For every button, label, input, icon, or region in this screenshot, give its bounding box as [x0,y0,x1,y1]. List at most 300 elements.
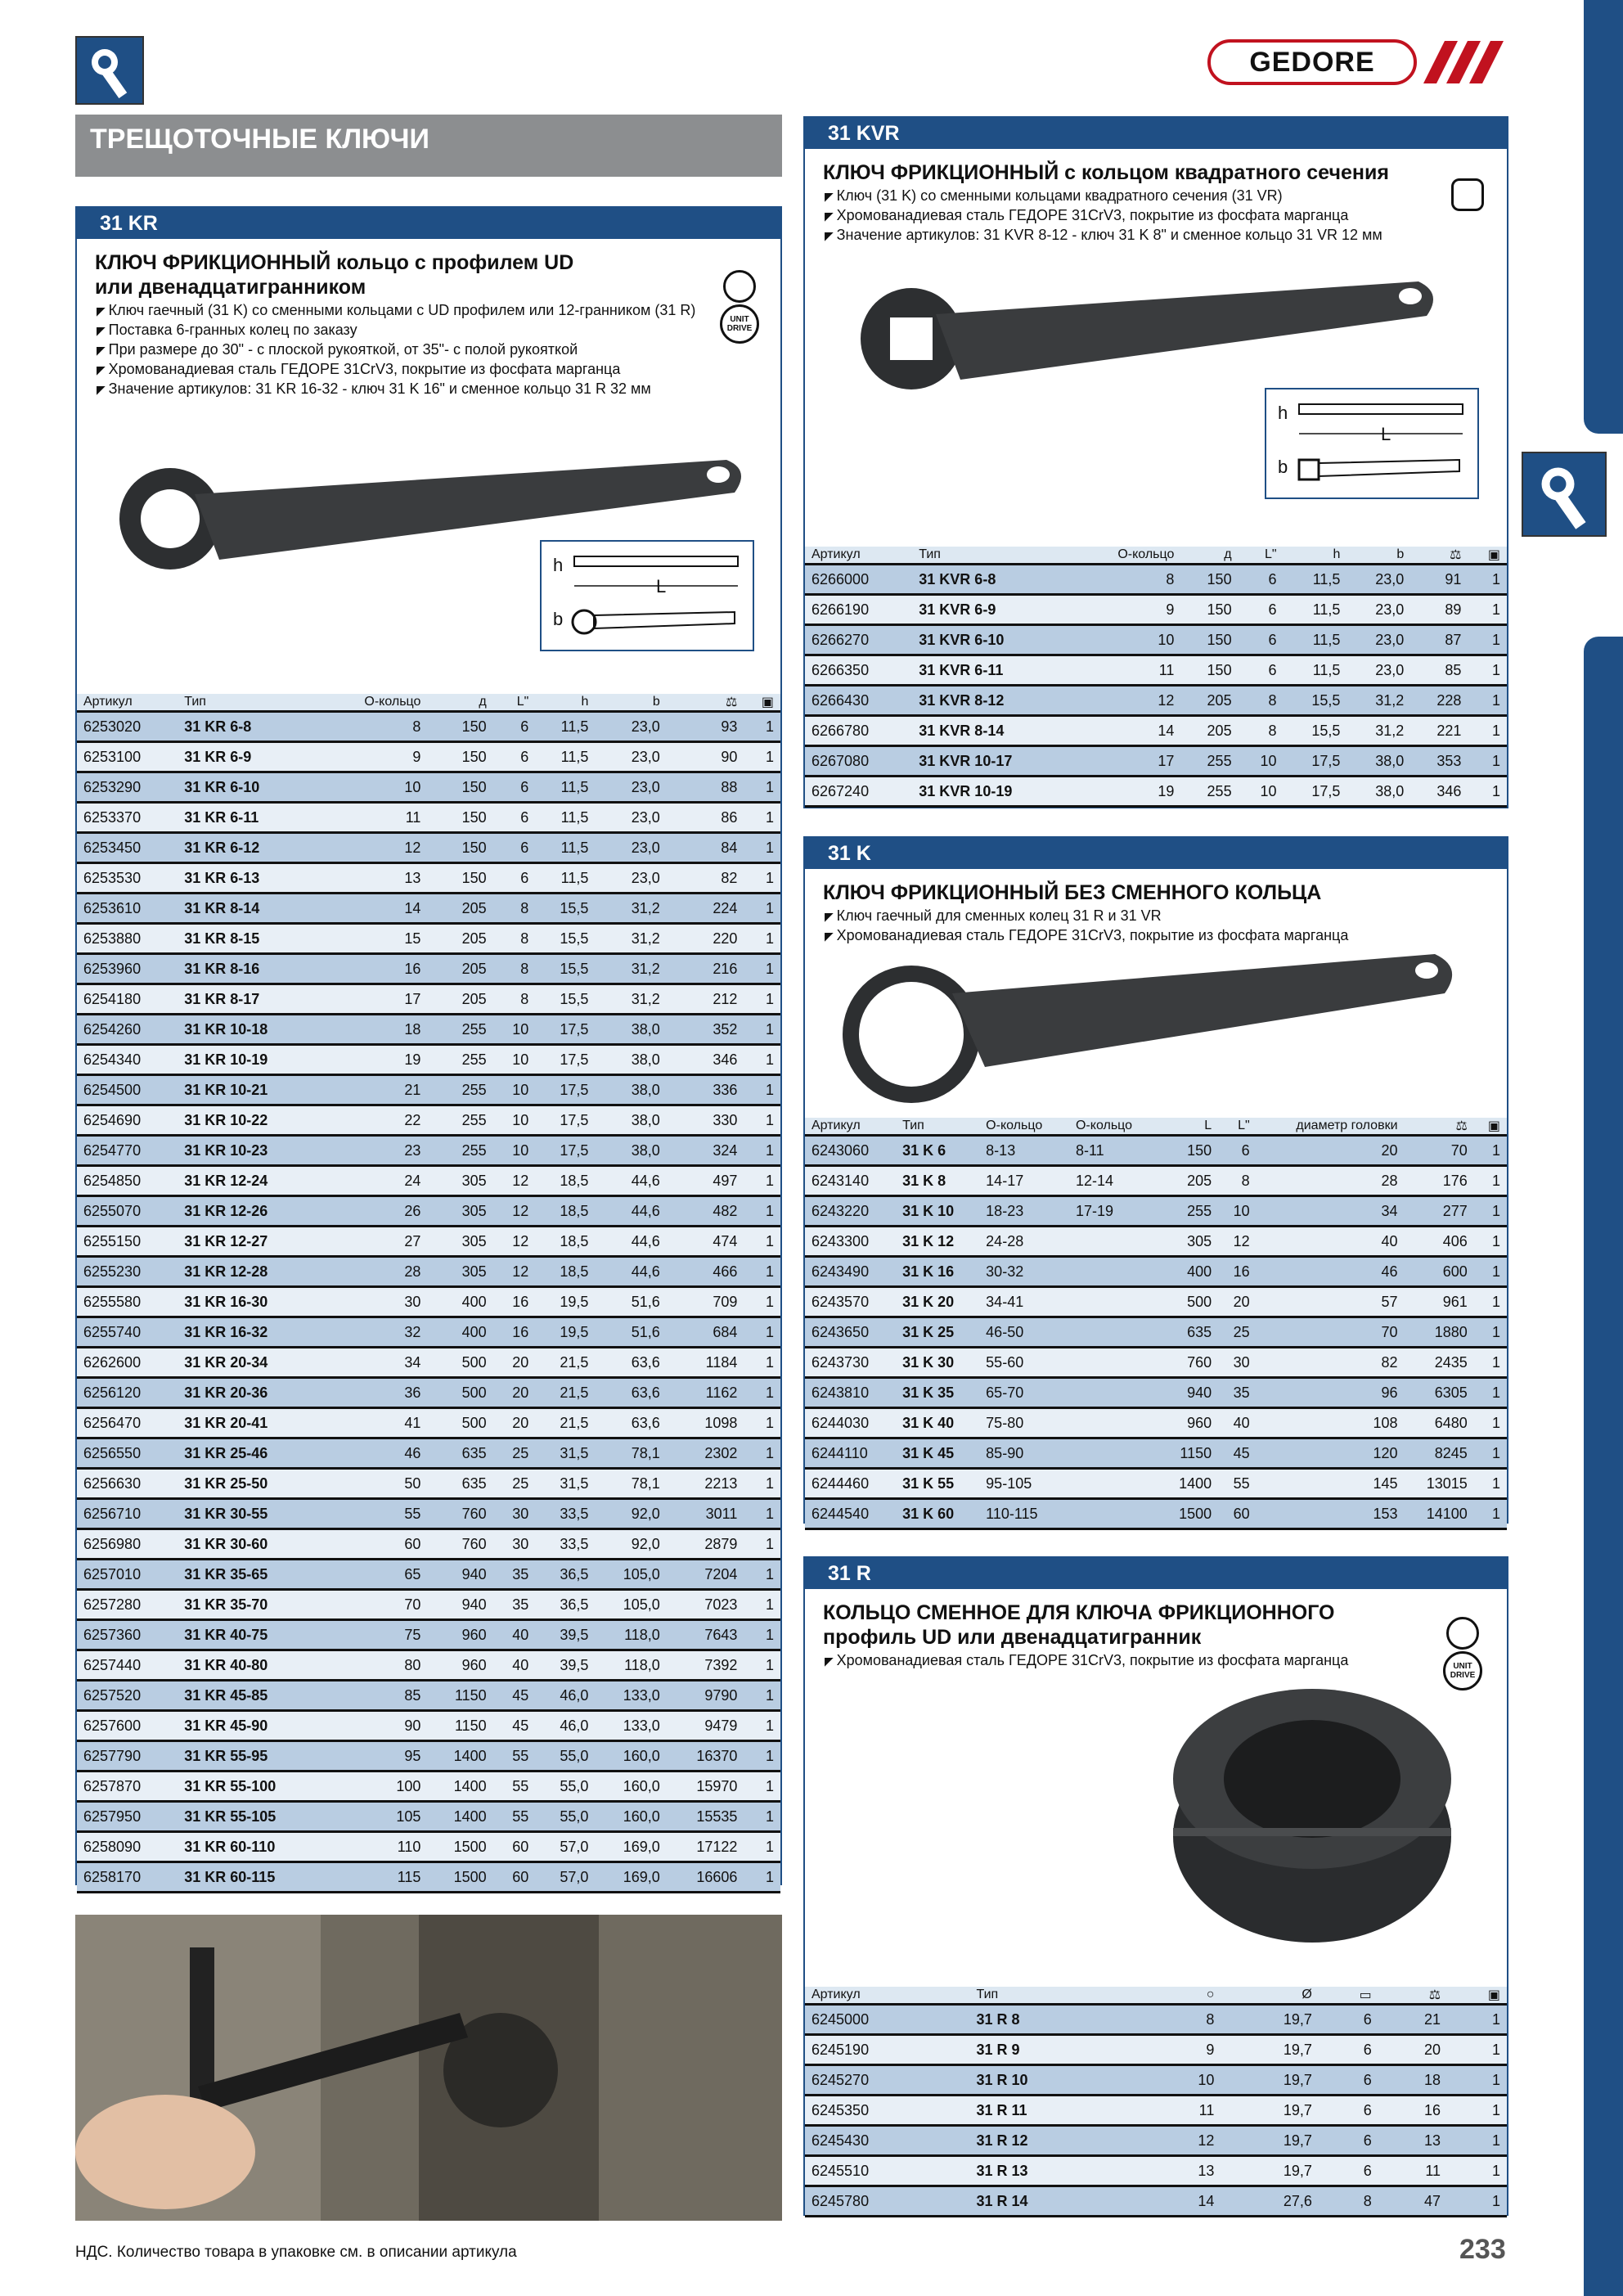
table-cell: 8 [493,984,536,1015]
table-cell: 6480 [1405,1408,1474,1438]
table-cell: 1 [744,984,780,1015]
table-cell: 14 [1152,2186,1221,2217]
table-row [77,1166,780,1196]
table-cell: 105,0 [595,1560,666,1590]
col-b: b [1347,547,1410,565]
bullet-item: ◤ Ключ (31 K) со сменными кольцами квадратного сечения (31 VR) [825,187,1507,206]
table-cell: 30 [493,1499,536,1529]
table-cell: 255 [1180,746,1238,777]
table-cell: 6 [493,803,536,833]
table-cell: 1 [744,1529,780,1560]
unit-drive-icon [720,304,759,344]
table-cell: 220 [667,924,744,954]
table-row [77,984,780,1015]
table-cell: 500 [427,1378,492,1408]
table-cell: 150 [1159,1136,1218,1166]
table-cell: 31 K 60 [896,1499,979,1529]
table-cell: 760 [427,1529,492,1560]
table-cell: 21,5 [535,1378,595,1408]
table-cell: 6245000 [805,2005,970,2035]
table-cell: 6257790 [77,1741,178,1772]
table-cell: 9790 [667,1681,744,1711]
table-cell: 6254770 [77,1136,178,1166]
table-cell: 6 [1218,1136,1257,1166]
table-cell: 1162 [667,1378,744,1408]
table-cell: 21 [328,1075,428,1105]
brand-name: GEDORE [1249,46,1375,78]
table-cell: 6257440 [77,1650,178,1681]
table-cell: 12 [493,1257,536,1287]
table-cell: 31 R 13 [970,2156,1122,2186]
table-cell: 2213 [667,1469,744,1499]
table-cell: 19,7 [1221,2126,1319,2156]
table-cell: 6243300 [805,1227,896,1257]
dim-h-label: h [553,555,564,575]
table-row [77,1287,780,1317]
table-cell: 6255740 [77,1317,178,1348]
table-cell: 63,6 [595,1348,666,1378]
table-cell: 8 [328,712,428,742]
table-cell: 160,0 [595,1741,666,1772]
bullet-list [825,907,1507,946]
table-row [77,1862,780,1893]
badge-unit: UNIT [730,315,749,324]
table-cell: 6255230 [77,1257,178,1287]
table-cell: 45 [493,1711,536,1741]
table-cell: 150 [1180,565,1238,595]
table-cell: 46,0 [535,1711,595,1741]
table-cell: 6257600 [77,1711,178,1741]
table-cell: 1 [1474,1257,1507,1287]
table-cell: 80 [328,1650,428,1681]
table-cell: 6257010 [77,1560,178,1590]
table-row [77,1136,780,1166]
section-title-line1: КОЛЬЦО СМЕННОЕ ДЛЯ КЛЮЧА ФРИКЦИОННОГО [823,1601,1335,1624]
table-cell: 90 [667,742,744,772]
table-cell: 19,7 [1221,2065,1319,2096]
table-cell: 39,5 [535,1620,595,1650]
table-cell: 205 [427,924,492,954]
table-cell [1069,1348,1159,1378]
table-cell: 6243570 [805,1287,896,1317]
table-cell: 635 [1159,1317,1218,1348]
table-row [77,924,780,954]
table-cell: 9 [1152,2035,1221,2065]
table-cell: 31 K 35 [896,1378,979,1408]
table-cell: 31,5 [535,1438,595,1469]
table-cell: 85 [1410,655,1468,686]
table-cell: 6 [493,742,536,772]
table-cell: 153 [1257,1499,1405,1529]
dimension-diagram [1265,388,1479,499]
table-cell: 23,0 [1347,625,1410,655]
bullet-item: ◤ Ключ гаечный для сменных колец 31 R и 31 VR [825,907,1507,926]
table-row [77,1015,780,1045]
table-cell: 169,0 [595,1862,666,1893]
table-cell: 474 [667,1227,744,1257]
col-article: Артикул [805,1987,970,2005]
col-ring: О-кольцо [1075,547,1181,565]
table-cell: 6253370 [77,803,178,833]
table-cell: 12 [1075,686,1181,716]
table-cell: 31,2 [1347,686,1410,716]
table-cell: 50 [328,1469,428,1499]
table-cell: 21 [1378,2005,1447,2035]
table-cell: 255 [1180,777,1238,807]
bullet-list [97,301,780,399]
table-cell: 57,0 [535,1832,595,1862]
table-cell: 31 K 8 [896,1166,979,1196]
twelve-point-ring-icon [1446,1617,1479,1650]
table-cell: 31 R 11 [970,2096,1122,2126]
table-cell: 1 [1474,1136,1507,1166]
table-cell: 31 KR 6-8 [178,712,327,742]
table-cell: 60 [493,1862,536,1893]
table-cell: 1 [744,1257,780,1287]
table-cell: 17,5 [535,1045,595,1075]
col-diameter: Ø [1221,1987,1319,2005]
table-cell: 17,5 [1284,777,1347,807]
table-cell: 13 [1152,2156,1221,2186]
table-cell: 1 [744,1560,780,1590]
table-cell: 6243140 [805,1166,896,1196]
bullet-item: ◤ Значение артикулов: 31 KR 16-32 - ключ 31 K 16" и сменное кольцо 31 R 32 мм [97,380,780,399]
footer-note: НДС. Количество товара в упаковке см. в описании артикула [75,2244,517,2261]
table-cell: 10 [493,1045,536,1075]
ratchet-wrench-icon [75,36,144,105]
table-cell: 760 [1159,1348,1218,1378]
table-cell: 150 [1180,595,1238,625]
table-cell: 19,7 [1221,2156,1319,2186]
table-cell: 11 [1378,2156,1447,2186]
table-cell: 96 [1257,1378,1405,1408]
table-cell: 6256710 [77,1499,178,1529]
table-cell: 255 [427,1105,492,1136]
table-cell: 1 [1447,2156,1507,2186]
col-type: Тип [912,547,1074,565]
table-cell: 75 [328,1620,428,1650]
section-code: 31 KVR [805,118,1507,149]
table-cell: 65-70 [979,1378,1069,1408]
col-pack-icon: ▣ [1447,1987,1507,2005]
side-tab-top [1584,0,1623,434]
table-cell: 1 [1474,1378,1507,1408]
table-cell: 6266270 [805,625,912,655]
table-cell: 6266780 [805,716,912,746]
table-cell: 46,0 [535,1681,595,1711]
table-cell: 6305 [1405,1378,1474,1408]
table-cell: 57,0 [535,1862,595,1893]
dim-l-label: L [1381,424,1391,444]
table-cell: 16 [1218,1257,1257,1287]
table-cell: 85 [328,1681,428,1711]
table-cell: 18-23 [979,1196,1069,1227]
table-cell: 89 [1410,595,1468,625]
table-row [77,1560,780,1590]
table-cell: 2302 [667,1438,744,1469]
table-cell: 8 [493,924,536,954]
section-31k [803,836,1508,1524]
table-cell: 400 [1159,1257,1218,1287]
table-cell: 6253290 [77,772,178,803]
table-cell: 45 [493,1681,536,1711]
table-cell: 46 [1257,1257,1405,1287]
table-cell: 6256630 [77,1469,178,1499]
table-cell: 10 [1239,777,1284,807]
table-cell: 224 [667,894,744,924]
table-row [805,655,1507,686]
table-row [805,1136,1507,1166]
table-cell: 150 [427,712,492,742]
table-cell: 31 K 25 [896,1317,979,1348]
table-cell: 31 R 14 [970,2186,1122,2217]
table-cell: 6257360 [77,1620,178,1650]
table-cell: 31 KR 12-26 [178,1196,327,1227]
table-cell: 255 [427,1045,492,1075]
table-cell: 31 KVR 6-11 [912,655,1074,686]
table-header-row [77,694,780,712]
table-cell: 28 [328,1257,428,1287]
table-cell: 1400 [1159,1469,1218,1499]
dimension-diagram [540,540,754,651]
table-cell: 6257280 [77,1590,178,1620]
table-cell: 65 [328,1560,428,1590]
table-cell: 10 [1152,2065,1221,2096]
table-cell: 940 [427,1560,492,1590]
table-cell: 31 KR 40-75 [178,1620,327,1650]
table-cell: 150 [427,772,492,803]
table-cell: 1 [744,1499,780,1529]
table-cell: 6 [1319,2126,1378,2156]
table-cell: 8 [1319,2186,1378,2217]
table-row [77,1741,780,1772]
table-cell: 305 [427,1166,492,1196]
table-cell: 17,5 [535,1015,595,1045]
table-cell: 18,5 [535,1166,595,1196]
table-cell: 6258090 [77,1832,178,1862]
table-cell: 1 [1468,565,1507,595]
table-row [77,1438,780,1469]
table-cell: 6254340 [77,1045,178,1075]
table-cell: 55 [328,1499,428,1529]
table-cell: 70 [328,1590,428,1620]
col-head-diameter: диаметр головки [1257,1118,1405,1136]
bullet-item: ◤ Хромованадиевая сталь ГЕДОРЕ 31CrV3, покрытие из фосфата марганца [825,926,1507,946]
table-cell: 635 [427,1438,492,1469]
table-cell: 31,2 [595,954,666,984]
table-cell: 45 [1218,1438,1257,1469]
table-cell: 21,5 [535,1348,595,1378]
table-cell: 108 [1257,1408,1405,1438]
table-cell: 6253100 [77,742,178,772]
col-pack-icon: ▣ [744,694,780,712]
table-cell: 6243650 [805,1317,896,1348]
table-cell [1122,2186,1152,2217]
table-cell: 1 [744,712,780,742]
table-cell: 1 [1447,2096,1507,2126]
table-cell: 24-28 [979,1227,1069,1257]
table-cell: 100 [328,1772,428,1802]
usage-photo [75,1915,782,2221]
table-cell: 16370 [667,1741,744,1772]
table-cell: 8245 [1405,1438,1474,1469]
table-cell: 1 [1468,777,1507,807]
table-cell: 1 [744,863,780,894]
table-cell: 10 [1075,625,1181,655]
table-cell: 105 [328,1802,428,1832]
table-cell: 1 [744,1227,780,1257]
table-cell: 346 [1410,777,1468,807]
table-cell: 1 [744,1317,780,1348]
col-ud-icon [1122,1987,1152,2005]
table-cell: 31 KR 10-18 [178,1015,327,1045]
section-title [95,250,780,299]
table-cell: 35 [1218,1378,1257,1408]
table-cell: 23,0 [595,833,666,863]
table-cell [1122,2156,1152,2186]
table-cell: 6245350 [805,2096,970,2126]
table-row [805,2156,1507,2186]
table-cell: 82 [1257,1348,1405,1378]
section-title-line2: профиль UD или двенадцатигранник [823,1626,1202,1649]
table-cell: 10 [1239,746,1284,777]
table-cell: 150 [1180,655,1238,686]
table-cell: 32 [328,1317,428,1348]
table-cell: 176 [1405,1166,1474,1196]
col-weight-icon: ⚖ [1378,1987,1447,2005]
table-cell: 40 [1257,1227,1405,1257]
table-cell: 11,5 [535,712,595,742]
table-cell: 1 [1468,595,1507,625]
table-cell: 6254260 [77,1015,178,1045]
table-cell: 12 [1152,2126,1221,2156]
table-cell: 6 [1319,2065,1378,2096]
col-article: Артикул [77,694,178,712]
table-cell: 6245430 [805,2126,970,2156]
table-cell: 95-105 [979,1469,1069,1499]
col-l: L [1159,1118,1218,1136]
table-cell: 31 KR 20-41 [178,1408,327,1438]
table-cell: 39,5 [535,1650,595,1681]
table-cell: 11 [1075,655,1181,686]
table-cell: 17,5 [535,1075,595,1105]
table-cell: 31 R 10 [970,2065,1122,2096]
table-cell: 6245270 [805,2065,970,2096]
table-cell: 205 [1180,686,1238,716]
table-row [805,686,1507,716]
table-cell: 6243810 [805,1378,896,1408]
table-cell: 6262600 [77,1348,178,1378]
section-code: 31 KR [77,208,780,239]
table-cell: 255 [427,1075,492,1105]
table-cell: 31 R 9 [970,2035,1122,2065]
table-cell: 31 KR 60-115 [178,1862,327,1893]
table-cell: 2879 [667,1529,744,1560]
table-cell: 305 [1159,1227,1218,1257]
table-cell: 7392 [667,1650,744,1681]
table-cell: 86 [667,803,744,833]
table-cell: 6244030 [805,1408,896,1438]
table-cell: 9479 [667,1711,744,1741]
table-cell: 31 KR 25-46 [178,1438,327,1469]
twelve-point-ring-icon [723,270,756,303]
table-cell: 212 [667,984,744,1015]
table-cell: 31 KVR 6-8 [912,565,1074,595]
table-cell: 1500 [427,1832,492,1862]
table-cell: 1 [744,1772,780,1802]
table-cell: 205 [1159,1166,1218,1196]
table-cell: 31 K 30 [896,1348,979,1378]
table-row [805,746,1507,777]
table-row [77,1408,780,1438]
table-cell: 14-17 [979,1166,1069,1196]
table-cell: 34 [328,1348,428,1378]
table-cell: 60 [1218,1499,1257,1529]
table-cell: 31 KR 10-21 [178,1075,327,1105]
table-cell: 6244110 [805,1438,896,1469]
table-cell: 6243730 [805,1348,896,1378]
table-cell: 70 [1257,1317,1405,1348]
table-cell: 205 [427,984,492,1015]
table-cell: 10 [493,1075,536,1105]
table-cell: 18,5 [535,1196,595,1227]
table-row [77,1832,780,1862]
table-cell: 6 [493,772,536,803]
table-cell: 1 [744,1438,780,1469]
table-row [805,2065,1507,2096]
table-cell: 1 [1474,1196,1507,1227]
table-cell: 18,5 [535,1227,595,1257]
table-cell: 34 [1257,1196,1405,1227]
table-cell: 23,0 [1347,655,1410,686]
table-cell: 15,5 [1284,716,1347,746]
table-cell: 31 KR 8-16 [178,954,327,984]
table-cell: 31 K 40 [896,1408,979,1438]
table-cell: 1 [744,1711,780,1741]
table-row [77,894,780,924]
table-cell: 1 [744,1075,780,1105]
table-cell: 31 KR 12-28 [178,1257,327,1287]
table-cell: 31 KVR 6-9 [912,595,1074,625]
table-cell: 70 [1405,1136,1474,1166]
table-cell: 31 K 12 [896,1227,979,1257]
table-cell: 11,5 [1284,565,1347,595]
table-cell: 47 [1378,2186,1447,2217]
table-cell: 38,0 [595,1075,666,1105]
bullet-item: ◤ Хромованадиевая сталь ГЕДОРЕ 31CrV3, покрытие из фосфата марганца [97,360,780,380]
table-cell: 60 [493,1832,536,1862]
table-cell: 16 [1378,2096,1447,2126]
table-cell: 160,0 [595,1802,666,1832]
table-cell: 31 KR 10-23 [178,1136,327,1166]
table-cell: 709 [667,1287,744,1317]
table-cell: 46 [328,1438,428,1469]
table-cell: 500 [427,1348,492,1378]
table-cell: 324 [667,1136,744,1166]
table-cell: 38,0 [595,1045,666,1075]
table-cell: 169,0 [595,1832,666,1862]
table-cell: 31 KVR 8-12 [912,686,1074,716]
table-cell: 31 KVR 6-10 [912,625,1074,655]
table-cell: 63,6 [595,1408,666,1438]
table-cell: 23,0 [595,803,666,833]
page-title-text: ТРЕЩОТОЧНЫЕ КЛЮЧИ [90,124,429,155]
table-cell: 31 K 45 [896,1438,979,1469]
table-cell: 11,5 [535,803,595,833]
table-cell: 6243060 [805,1136,896,1166]
table-cell: 31 KR 10-19 [178,1045,327,1075]
col-ring: О-кольцо [328,694,428,712]
